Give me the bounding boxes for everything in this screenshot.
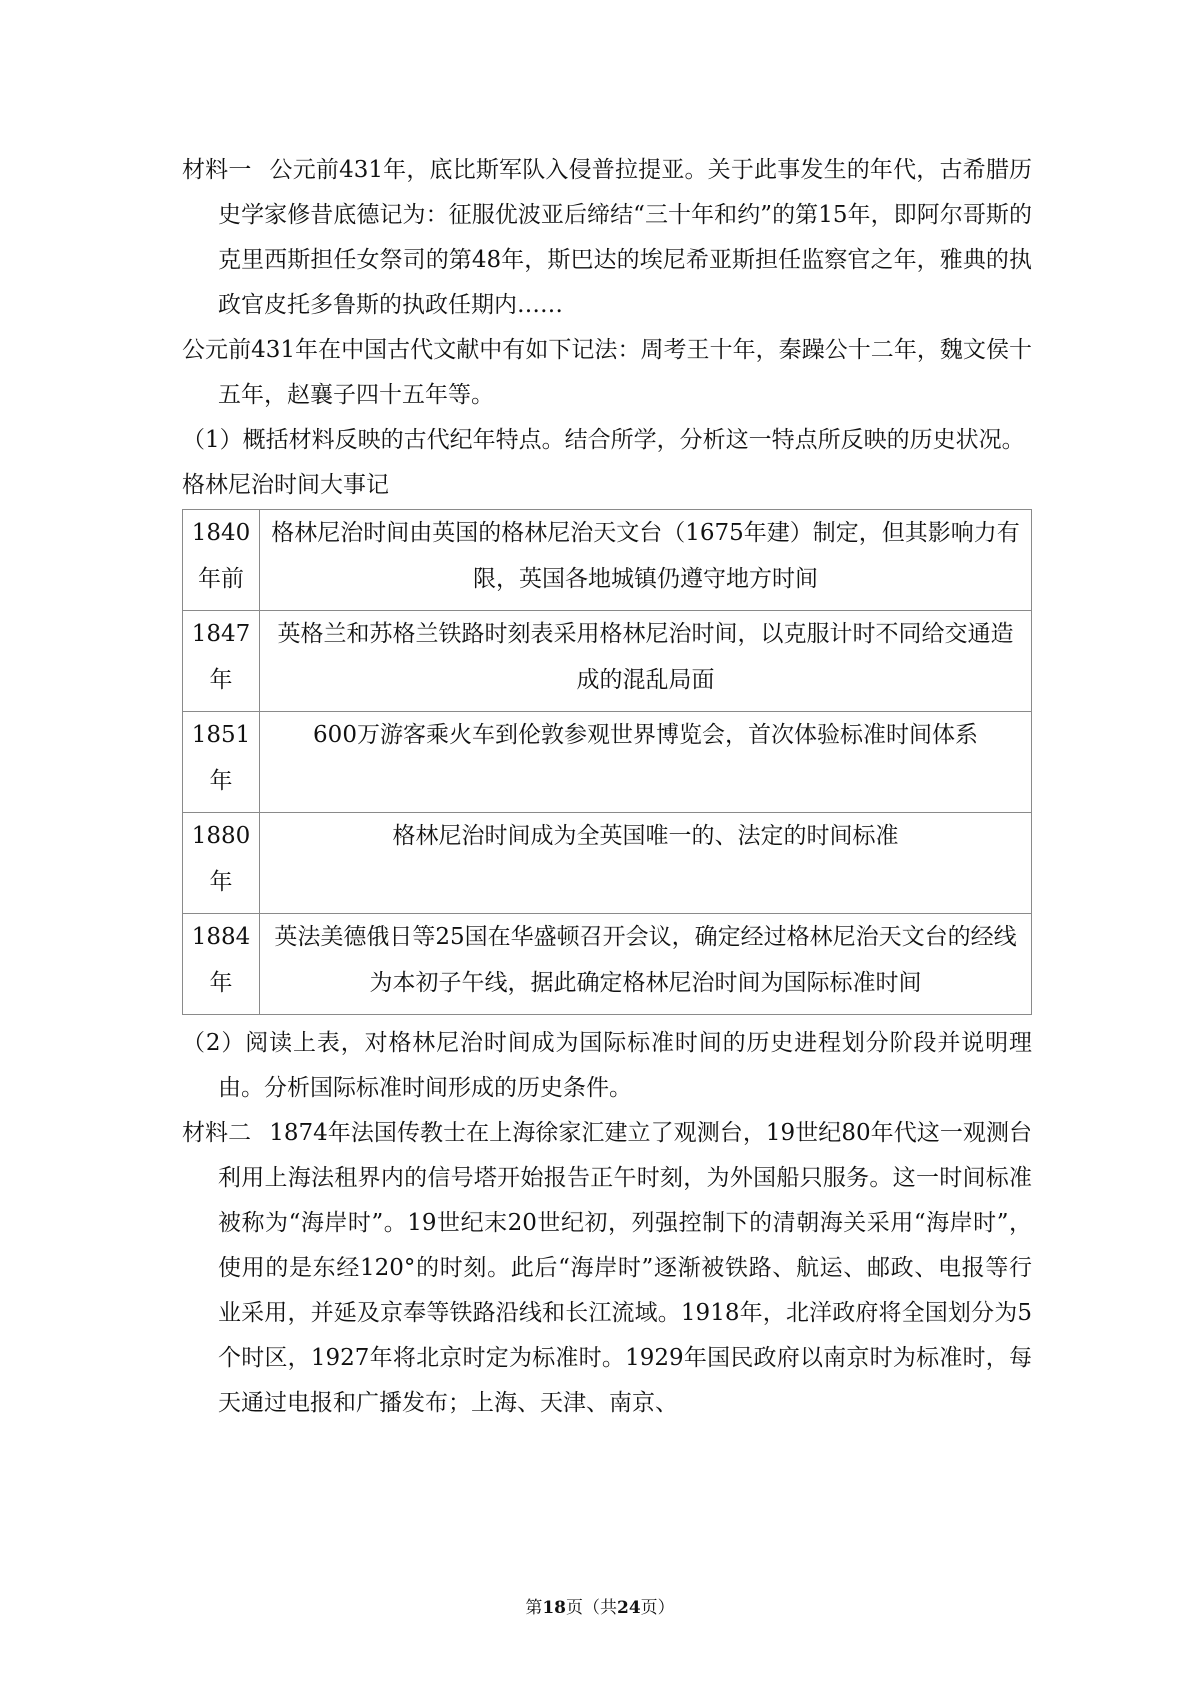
table-row: [183, 611, 1032, 712]
material-two-label: 材料二: [182, 1120, 252, 1146]
table-row: [183, 510, 1032, 611]
material-one-paragraph: [182, 148, 1032, 328]
table-cell-year: 1840年前: [183, 510, 260, 611]
table-cell-event: 英格兰和苏格兰铁路时刻表采用格林尼治时间，以克服计时不同给交通造成的混乱局面: [260, 611, 1032, 712]
current-page-number: 18: [542, 1598, 566, 1618]
table-row: [183, 914, 1032, 1015]
table-cell-event: 600万游客乘火车到伦敦参观世界博览会，首次体验标准时间体系: [260, 712, 1032, 813]
footer-prefix: 第: [525, 1598, 543, 1618]
table-cell-year: 1851年: [183, 712, 260, 813]
table-cell-event: 英法美德俄日等25国在华盛顿召开会议，确定经过格林尼治天文台的经线为本初子午线，据此确定格林尼治时间为国际标准时间: [260, 914, 1032, 1015]
page-footer: [0, 1596, 1200, 1620]
table-cell-event: 格林尼治时间成为全英国唯一的、法定的时间标准: [260, 813, 1032, 914]
table-cell-year: 1847年: [183, 611, 260, 712]
table-cell-year: 1880年: [183, 813, 260, 914]
greenwich-events-table: [182, 509, 1032, 1015]
material-two-paragraph: [182, 1111, 1032, 1426]
table-cell-event: 格林尼治时间由英国的格林尼治天文台（1675年建）制定，但其影响力有限，英国各地城镇仍遵守地方时间: [260, 510, 1032, 611]
material-two-text: 1874年法国传教士在上海徐家汇建立了观测台，19世纪80年代这一观测台利用上海法租界内的信号塔开始报告正午时刻，为外国船只服务。这一时间标准被称为“海岸时”。19世纪末20世纪初，列强控制下的清朝海关采用“海岸时”，使用的是东经120°的时刻。此后“海岸时”逐渐被铁路、航运、邮政、电报等行业采用，并延及京奉等铁路沿线和长江流域。1918年，北洋政府将全国划分为5个时区，1927年将北京时定为标准时。1929年国民政府以南京时为标准时，每天通过电报和广播发布；上海、天津、南京、: [218, 1120, 1033, 1416]
question-one: （1）概括材料反映的古代纪年特点。结合所学，分析这一特点所反映的历史状况。: [182, 427, 1025, 453]
material-one-label: 材料一: [182, 157, 252, 183]
table-cell-year: 1884年: [183, 914, 260, 1015]
question-two: （2）阅读上表，对格林尼治时间成为国际标准时间的历史进程划分阶段并说明理由。分析国际标准时间形成的历史条件。: [182, 1030, 1032, 1101]
footer-suffix: 页）: [640, 1598, 675, 1618]
table-title: 格林尼治时间大事记: [182, 472, 389, 498]
total-page-number: 24: [617, 1598, 641, 1618]
footer-middle: 页（共: [566, 1598, 617, 1618]
table-row: [183, 813, 1032, 914]
material-one-text: 公元前431年，底比斯军队入侵普拉提亚。关于此事发生的年代，古希腊历史学家修昔底德记为：征服优波亚后缔结“三十年和约”的第15年，即阿尔哥斯的克里西斯担任女祭司的第48年，斯巴达的埃尼希亚斯担任监察官之年，雅典的执政官皮托多鲁斯的执政任期内……: [218, 157, 1033, 318]
table-row: [183, 712, 1032, 813]
page-content: [182, 148, 1032, 1426]
chinese-record-paragraph: 公元前431年在中国古代文献中有如下记法：周考王十年，秦躁公十二年，魏文侯十五年，赵襄子四十五年等。: [182, 337, 1032, 408]
